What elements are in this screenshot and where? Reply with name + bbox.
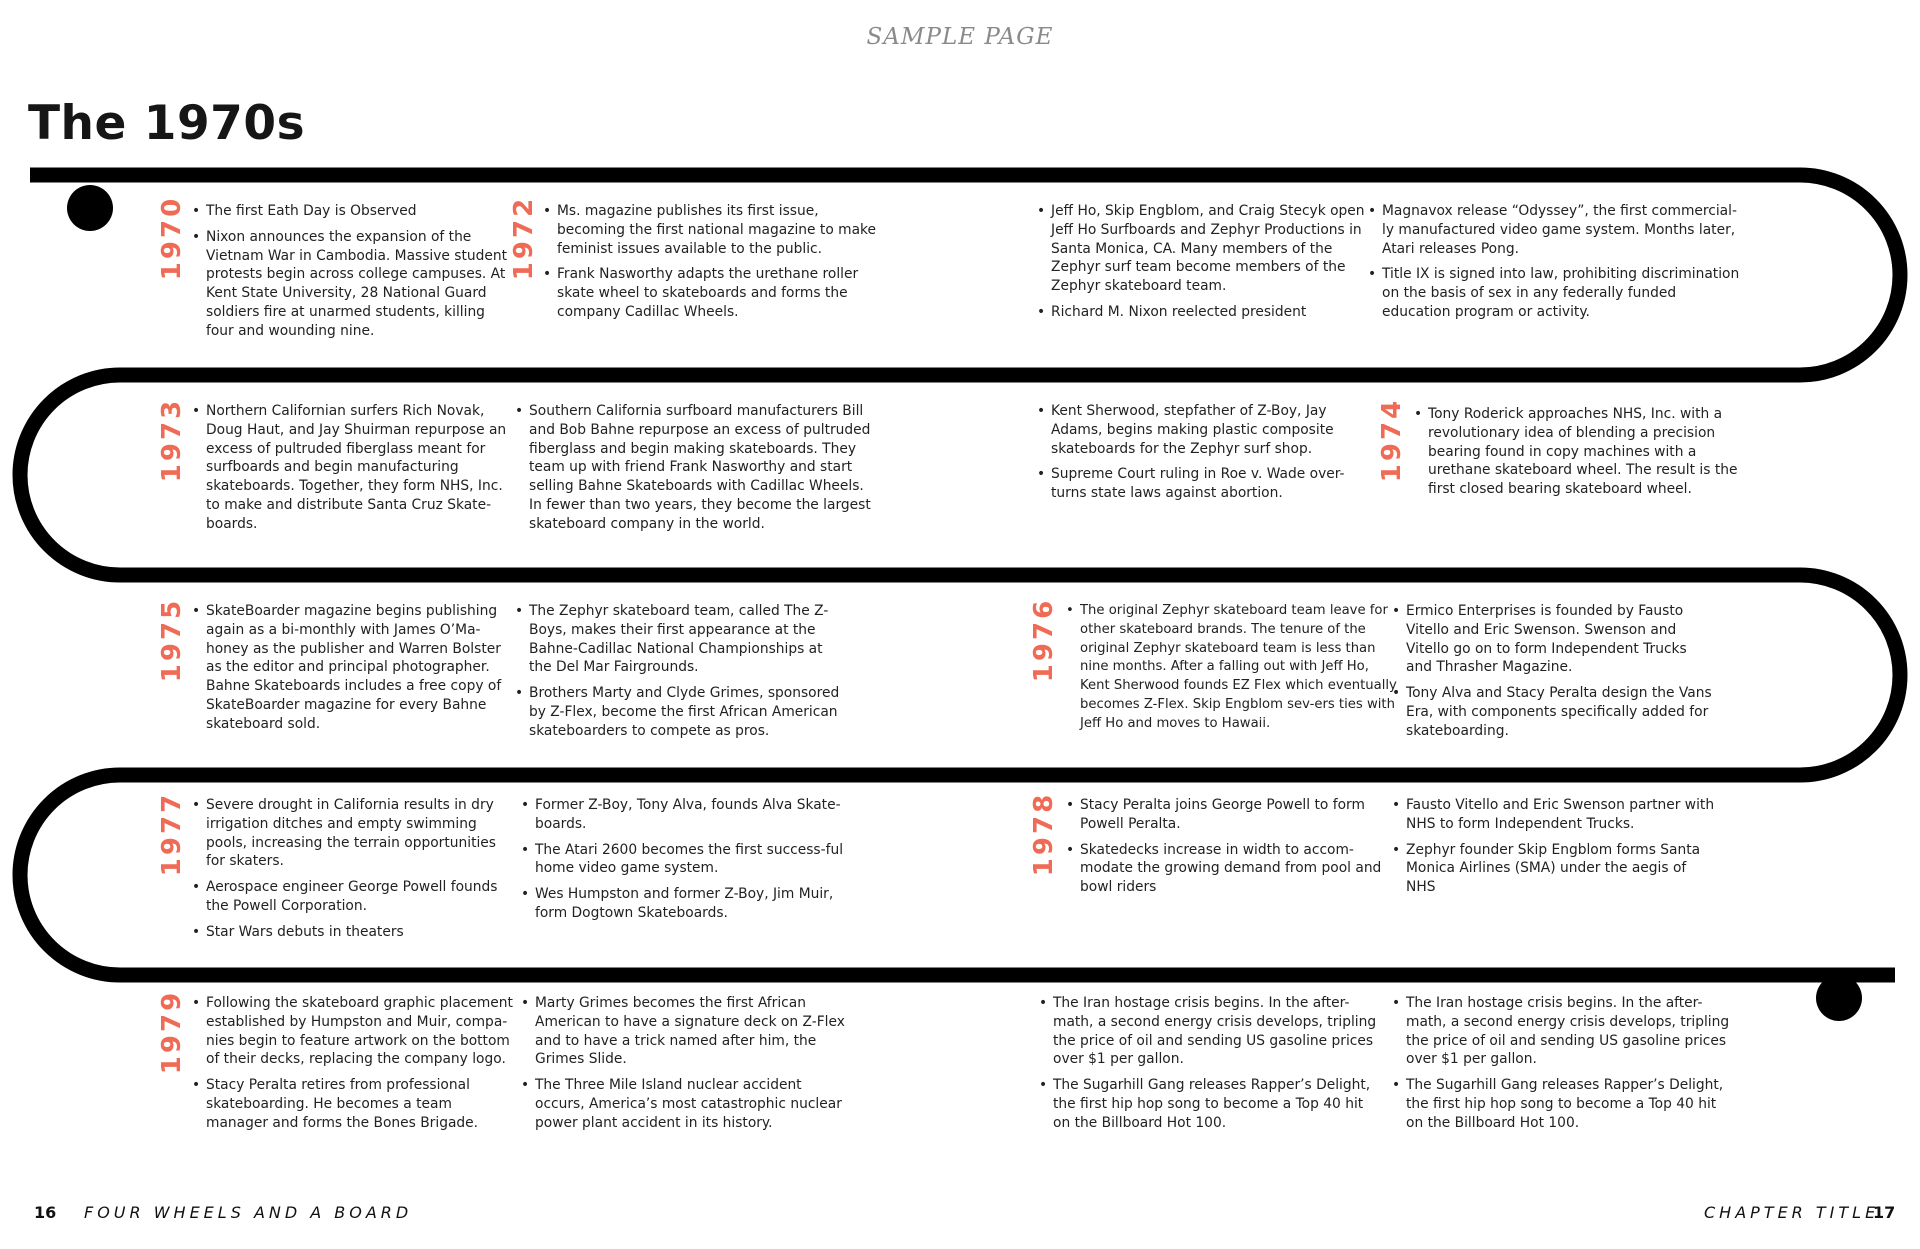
list-item: • Brothers Marty and Clyde Grimes, sponsored by Z-Flex, become the first African American skateboarders to compete as pros. (529, 684, 849, 740)
list-item: • The Atari 2600 becomes the first success-ful home video game system. (535, 841, 855, 879)
list-item: • The Iran hostage crisis begins. In the after-math, a second energy crisis develops, tripling the price of oil and sending US gasoline prices over $1 per gallon. (1053, 994, 1381, 1069)
list-item: • The Sugarhill Gang releases Rapper’s Delight, the first hip hop song to become a Top 40 hit on the Billboard Hot 100. (1406, 1076, 1734, 1132)
sample-page-label: SAMPLE PAGE (866, 24, 1054, 50)
list-item: • Aerospace engineer George Powell founds the Powell Corporation. (206, 878, 516, 916)
list-item: • Richard M. Nixon reelected president (1051, 303, 1383, 322)
list-item: • The Three Mile Island nuclear accident occurs, America’s most catastrophic nuclear power plant accident in its history. (535, 1076, 855, 1132)
list-item: • Former Z-Boy, Tony Alva, founds Alva Skate-boards. (535, 796, 855, 834)
list-item: • The Zephyr skateboard team, called The Z-Boys, makes their first appearance at the Bahne-Cadillac National Championships at the Del Mar Fairgrounds. (529, 602, 849, 677)
list-item: • Northern Californian surfers Rich Novak, Doug Haut, and Jay Shuirman repurpose an excess of pultruded fiberglass meant for surfboards and begin manufacturing skateboards. Together, they form NHS, Inc. to make and distribute Santa Cruz Skate-boards. (206, 402, 516, 534)
entry-list-1978-b (1390, 796, 1716, 904)
list-item: • Ermico Enterprises is founded by Fausto Vitello and Eric Swenson. Swenson and Vitello go on to form Independent Trucks and Thrasher Magazine. (1406, 602, 1716, 677)
list-item: • Tony Alva and Stacy Peralta design the Vans Era, with components specifically added for skateboarding. (1406, 684, 1716, 740)
left-page-number: 16 (34, 1203, 57, 1222)
list-item: • Severe drought in California results in dry irrigation ditches and empty swimming pools, increasing the terrain opportunities for skaters. (206, 796, 516, 871)
entry-list-1979-a (190, 994, 516, 1140)
entry-list-1978-a (1064, 796, 1390, 904)
timeline-start-dot (67, 185, 113, 231)
list-item: • Skatedecks increase in width to accom-modate the growing demand from pool and bowl riders (1080, 841, 1390, 897)
right-running-title: CHAPTER TITLE (1704, 1203, 1880, 1222)
entry-list-1979-d (1390, 994, 1734, 1140)
timeline-end-dot (1816, 975, 1862, 1021)
entry-list-1974 (1412, 405, 1758, 506)
list-item: • Star Wars debuts in theaters (206, 923, 516, 942)
list-item: • The Sugarhill Gang releases Rapper’s Delight, the first hip hop song to become a Top 40 hit on the Billboard Hot 100. (1053, 1076, 1381, 1132)
list-item: • Marty Grimes becomes the first African American to have a signature deck on Z-Flex and to have a trick named after him, the Grimes Slide. (535, 994, 855, 1069)
entry-list-1976-a (1064, 602, 1402, 741)
list-item: • Nixon announces the expansion of the Vietnam War in Cambodia. Massive student protests begin across college campuses. At Kent State University, 28 National Guard soldiers fire at unarmed students, killing four and wounding nine. (206, 228, 516, 341)
list-item: • Frank Nasworthy adapts the urethane roller skate wheel to skateboards and forms the company Cadillac Wheels. (557, 265, 877, 321)
list-item: • Jeff Ho, Skip Engblom, and Craig Stecyk open Jeff Ho Surfboards and Zephyr Productions in Santa Monica, CA. Many members of the Zephyr surf team become members of the Zephyr skateboard team. (1051, 202, 1383, 296)
page-title: The 1970s (28, 96, 306, 151)
entry-list-1973-a (190, 402, 516, 541)
list-item: • Fausto Vitello and Eric Swenson partner with NHS to form Independent Trucks. (1406, 796, 1716, 834)
entry-list-1972-a (541, 202, 877, 329)
entry-list-1977-b (519, 796, 855, 930)
entry-list-1973-b (513, 402, 873, 541)
entry-list-1976-b (1390, 602, 1716, 748)
list-item: • SkateBoarder magazine begins publishing again as a bi-monthly with James O’Ma-honey as the publisher and Warren Bolster as the editor and principal photographer. Bahne Skateboards includes a free copy of SkateBoarder magazine for every Bahne skateboard sold. (206, 602, 516, 734)
list-item: • The original Zephyr skateboard team leave for other skateboard brands. The tenure of the original Zephyr skateboard team is less than nine months. After a falling out with Jeff Ho, Kent Sherwood founds EZ Flex which eventually becomes Z-Flex. Skip Engblom sev-ers ties with Jeff Ho and moves to Hawaii. (1080, 602, 1402, 734)
list-item: • Southern California surfboard manufacturers Bill and Bob Bahne repurpose an excess of pultruded fiberglass and begin making skateboards. They team up with friend Frank Nasworthy and start selling Bahne Skateboards with Cadillac Wheels. In fewer than two years, they become the largest skateboard company in the world. (529, 402, 873, 534)
list-item: • Kent Sherwood, stepfather of Z-Boy, Jay Adams, begins making plastic composite skateboards for the Zephyr surf shop. (1051, 402, 1373, 458)
list-item: • Stacy Peralta retires from professional skateboarding. He becomes a team manager and forms the Bones Brigade. (206, 1076, 516, 1132)
entry-list-1972-c (1366, 202, 1742, 329)
entry-list-1979-c (1037, 994, 1381, 1140)
list-item: • Ms. magazine publishes its first issue, becoming the first national magazine to make feminist issues available to the public. (557, 202, 877, 258)
list-item: • Supreme Court ruling in Roe v. Wade over-turns state laws against abortion. (1051, 465, 1373, 503)
entry-list-1970 (190, 202, 516, 348)
list-item: • Following the skateboard graphic placement established by Humpston and Muir, compa-nies begin to feature artwork on the bottom of their decks, replacing the company logo. (206, 994, 516, 1069)
list-item: • Wes Humpston and former Z-Boy, Jim Muir, form Dogtown Skateboards. (535, 885, 855, 923)
list-item: • The first Eath Day is Observed (206, 202, 516, 221)
entry-list-1977-a (190, 796, 516, 949)
entry-list-1979-b (519, 994, 855, 1140)
list-item: • The Iran hostage crisis begins. In the after-math, a second energy crisis develops, tripling the price of oil and sending US gasoline prices over $1 per gallon. (1406, 994, 1734, 1069)
list-item: • Tony Roderick approaches NHS, Inc. with a revolutionary idea of blending a precision bearing found in copy machines with a urethane skateboard wheel. The result is the first closed bearing skateboard wheel. (1428, 405, 1758, 499)
entry-list-1972-b (1035, 202, 1383, 329)
entry-list-1973-c (1035, 402, 1373, 510)
list-item: • Stacy Peralta joins George Powell to form Powell Peralta. (1080, 796, 1390, 834)
entry-list-1975-b (513, 602, 849, 748)
left-running-title: FOUR WHEELS AND A BOARD (84, 1203, 413, 1222)
list-item: • Zephyr founder Skip Engblom forms Santa Monica Airlines (SMA) under the aegis of NHS (1406, 841, 1716, 897)
list-item: • Magnavox release “Odyssey”, the first commercial-ly manufactured video game system. Months later, Atari releases Pong. (1382, 202, 1742, 258)
right-page-number: 17 (1873, 1203, 1896, 1222)
entry-list-1975-a (190, 602, 516, 741)
list-item: • Title IX is signed into law, prohibiting discrimination on the basis of sex in any federally funded education program or activity. (1382, 265, 1742, 321)
